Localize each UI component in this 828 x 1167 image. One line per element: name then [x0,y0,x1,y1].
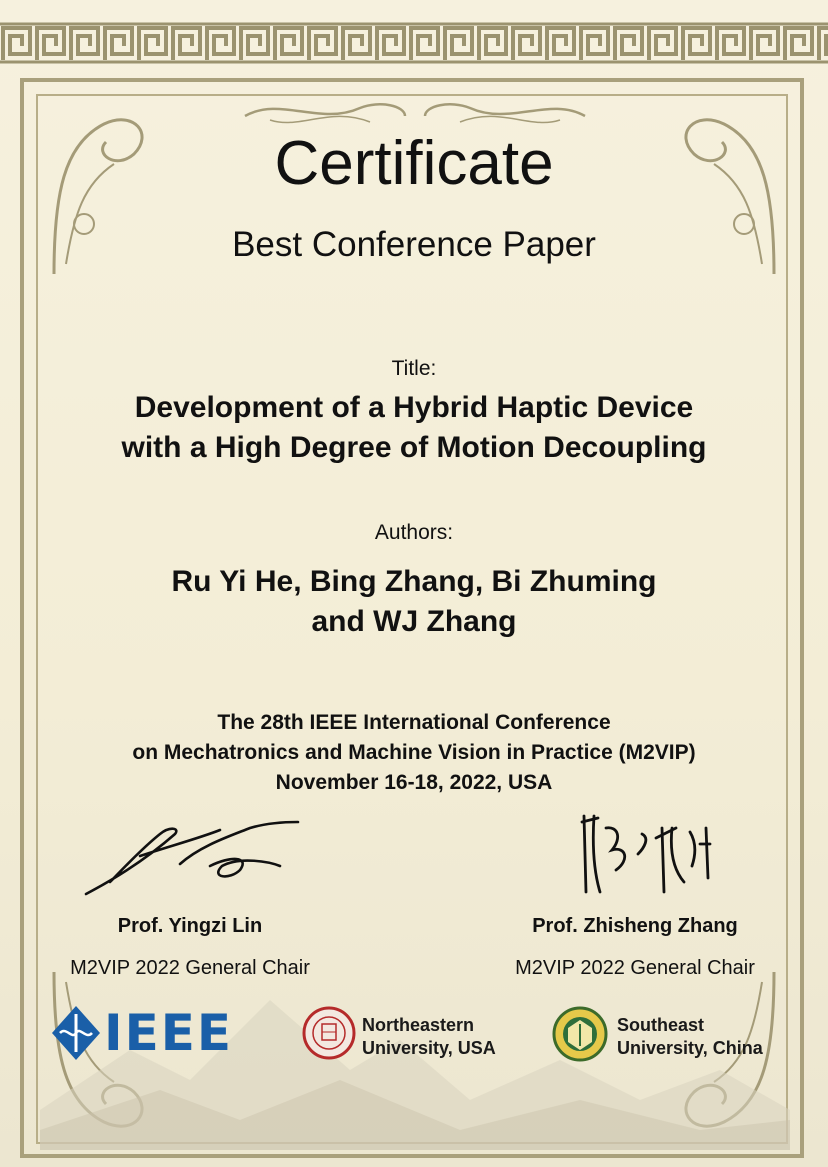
signatory-1-name: Prof. Yingzi Lin [117,915,263,937]
signature-zhisheng-zhang [572,808,722,900]
conference-line-2: on Mechatronics and Machine Vision in Practice (M2VIP) [132,741,696,764]
top-swirl-right [420,96,590,130]
top-swirl-left [240,96,410,130]
authors-label: Authors: [374,521,454,544]
certificate-heading: Certificate [274,129,554,198]
authors-line-1: Ru Yi He, Bing Zhang, Bi Zhuming [171,565,657,598]
paper-title-line-1: Development of a Hybrid Haptic Device [134,391,694,424]
greek-key-border [0,22,828,64]
southeast-line-2: University, China [617,1038,763,1058]
paper-title-line-2: with a High Degree of Motion Decoupling [121,431,707,464]
signatory-2-name: Prof. Zhisheng Zhang [532,915,738,937]
signature-yingzi-lin [80,816,310,900]
northeastern-line-2: University, USA [362,1038,496,1058]
conference-line-3: November 16-18, 2022, USA [275,771,553,794]
conference-line-1: The 28th IEEE International Conference [217,711,611,734]
title-label: Title: [391,357,437,380]
award-name: Best Conference Paper [232,225,596,264]
authors-line-2: and WJ Zhang [311,605,517,638]
southeast-seal-icon [552,1006,608,1062]
southeast-line-1: Southeast [617,1015,705,1035]
ieee-logo-text: IEEE [104,1004,234,1062]
signatory-1-role: M2VIP 2022 General Chair [70,957,310,979]
northeastern-line-1: Northeastern [362,1015,475,1035]
ieee-logo-icon [50,1004,102,1062]
northeastern-seal-icon [302,1006,356,1060]
signatory-2-role: M2VIP 2022 General Chair [515,957,755,979]
